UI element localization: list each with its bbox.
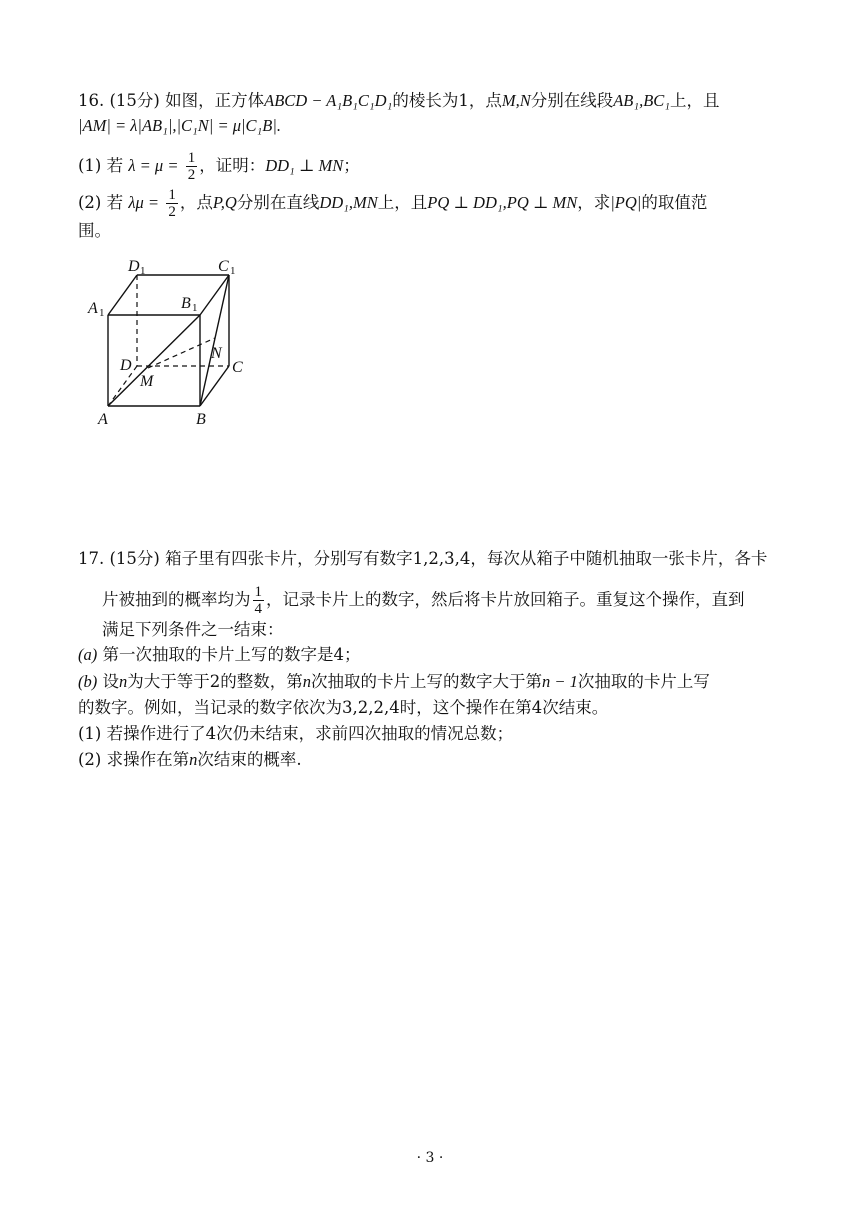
cond-label: (b)	[78, 672, 98, 691]
part-label: (2)	[78, 750, 102, 769]
q17-cond-b-line2: 的数字。例如，当记录的数字依次为3,2,2,4时，这个操作在第4次结束。	[78, 698, 609, 717]
q16-text: ；	[343, 156, 360, 175]
q17-text: 片被抽到的概率均为	[102, 590, 251, 609]
q17-points: (15分)	[109, 549, 160, 568]
q16-line1	[78, 91, 720, 111]
q16-text: 上，且	[377, 193, 428, 212]
label-D1: D	[128, 258, 140, 275]
q16-part1-cond: λ = μ =	[128, 156, 179, 175]
q16-text: 的取值范	[641, 193, 708, 212]
label-N: N	[211, 345, 222, 362]
label-sub: 1	[140, 265, 146, 277]
part-label: (2)	[78, 193, 102, 212]
q16-text: 上，且	[670, 91, 720, 110]
label-A1: A	[88, 300, 98, 317]
label-B1: B	[181, 295, 191, 312]
label-A: A	[98, 411, 108, 428]
label-D: D	[120, 357, 132, 374]
cond-label: (a)	[78, 645, 98, 664]
q16-text: 若	[106, 193, 124, 212]
q16-text: ，求	[577, 193, 611, 212]
q17-part2	[78, 750, 302, 770]
var-n: n	[302, 672, 311, 691]
q16-part2	[78, 187, 707, 220]
q16-pq: P,Q	[212, 193, 237, 212]
cube-figure	[84, 252, 244, 432]
q17-line2	[102, 584, 745, 617]
q17-number: 17.	[78, 549, 105, 568]
label-sub: 1	[230, 265, 236, 277]
cube-name: ABCD − A₁B₁C₁D₁	[264, 91, 393, 110]
q17-line3: 满足下列条件之一结束：	[102, 620, 284, 639]
part-label: (1)	[78, 156, 102, 175]
q16-lines: DD₁,MN	[319, 193, 378, 212]
fraction: $\frac{1}{2}$	[187, 150, 196, 183]
label-B: B	[196, 411, 206, 428]
q17-cond-a	[78, 645, 361, 665]
fraction: $\frac{1}{4}$	[254, 584, 262, 617]
part-label: (1)	[78, 724, 102, 743]
var-n: n	[119, 672, 128, 691]
q16-text: 若	[106, 156, 124, 175]
q17-text: 为大于等于2的整数，第	[127, 672, 303, 691]
q16-points: (15分)	[109, 91, 160, 110]
q16-points-mn: M,N	[501, 91, 531, 110]
q17-text: 第一次抽取的卡片上写的数字是4；	[102, 645, 361, 664]
q17-text: 若操作进行了4次仍未结束，求前四次抽取的情况总数；	[106, 724, 514, 743]
q17-cond-b	[78, 672, 710, 692]
edge-A1D1	[108, 275, 137, 315]
label-C: C	[232, 359, 243, 376]
q17-text: 求操作在第	[106, 750, 190, 769]
q16-abs-pq: |PQ|	[610, 193, 642, 212]
q16-condition: |AM| = λ|AB₁|,|C₁N| = μ|C₁B|.	[78, 116, 282, 135]
q16-part2-cond: λμ =	[128, 193, 160, 212]
q16-part1-claim: DD₁ ⊥ MN	[265, 156, 344, 175]
q17-text: ，记录卡片上的数字，然后将卡片放回箱子。重复这个操作，直到	[266, 590, 745, 609]
var-n-minus-1: n − 1	[542, 672, 578, 691]
q17-text: 次抽取的卡片上写的数字大于第	[311, 672, 542, 691]
q17-line1	[78, 549, 767, 569]
q17-text: 箱子里有四张卡片，分别写有数字1,2,3,4，每次从箱子中随机抽取一张卡片，各卡	[165, 549, 768, 568]
q16-text: 分别在线段	[530, 91, 614, 110]
page-number: · 3 ·	[416, 1150, 444, 1166]
q17-part1	[78, 724, 513, 744]
label-sub: 1	[192, 302, 198, 314]
label-sub: 1	[99, 307, 105, 319]
q16-text: 如图，正方体	[165, 91, 265, 110]
segment-MN	[148, 338, 215, 368]
q17-text: 设	[102, 672, 119, 691]
q16-text: ，证明：	[199, 156, 266, 175]
q16-text: 分别在直线	[236, 193, 320, 212]
q16-text: ，点	[179, 193, 213, 212]
q16-perp: PQ ⊥ DD₁,PQ ⊥ MN	[427, 193, 578, 212]
fraction: $\frac{1}{2}$	[168, 187, 176, 220]
q16-part2-line2: 围。	[78, 221, 111, 240]
var-n: n	[189, 750, 198, 769]
label-M: M	[140, 373, 154, 390]
q17-text: 次结束的概率.	[197, 750, 302, 769]
q16-text: 的棱长为1，点	[392, 91, 502, 110]
label-C1: C	[218, 258, 229, 275]
q17-text: 次抽取的卡片上写	[577, 672, 710, 691]
q16-part1	[78, 150, 360, 183]
q16-number: 16.	[78, 91, 105, 110]
q16-segments: AB₁,BC₁	[613, 91, 671, 110]
